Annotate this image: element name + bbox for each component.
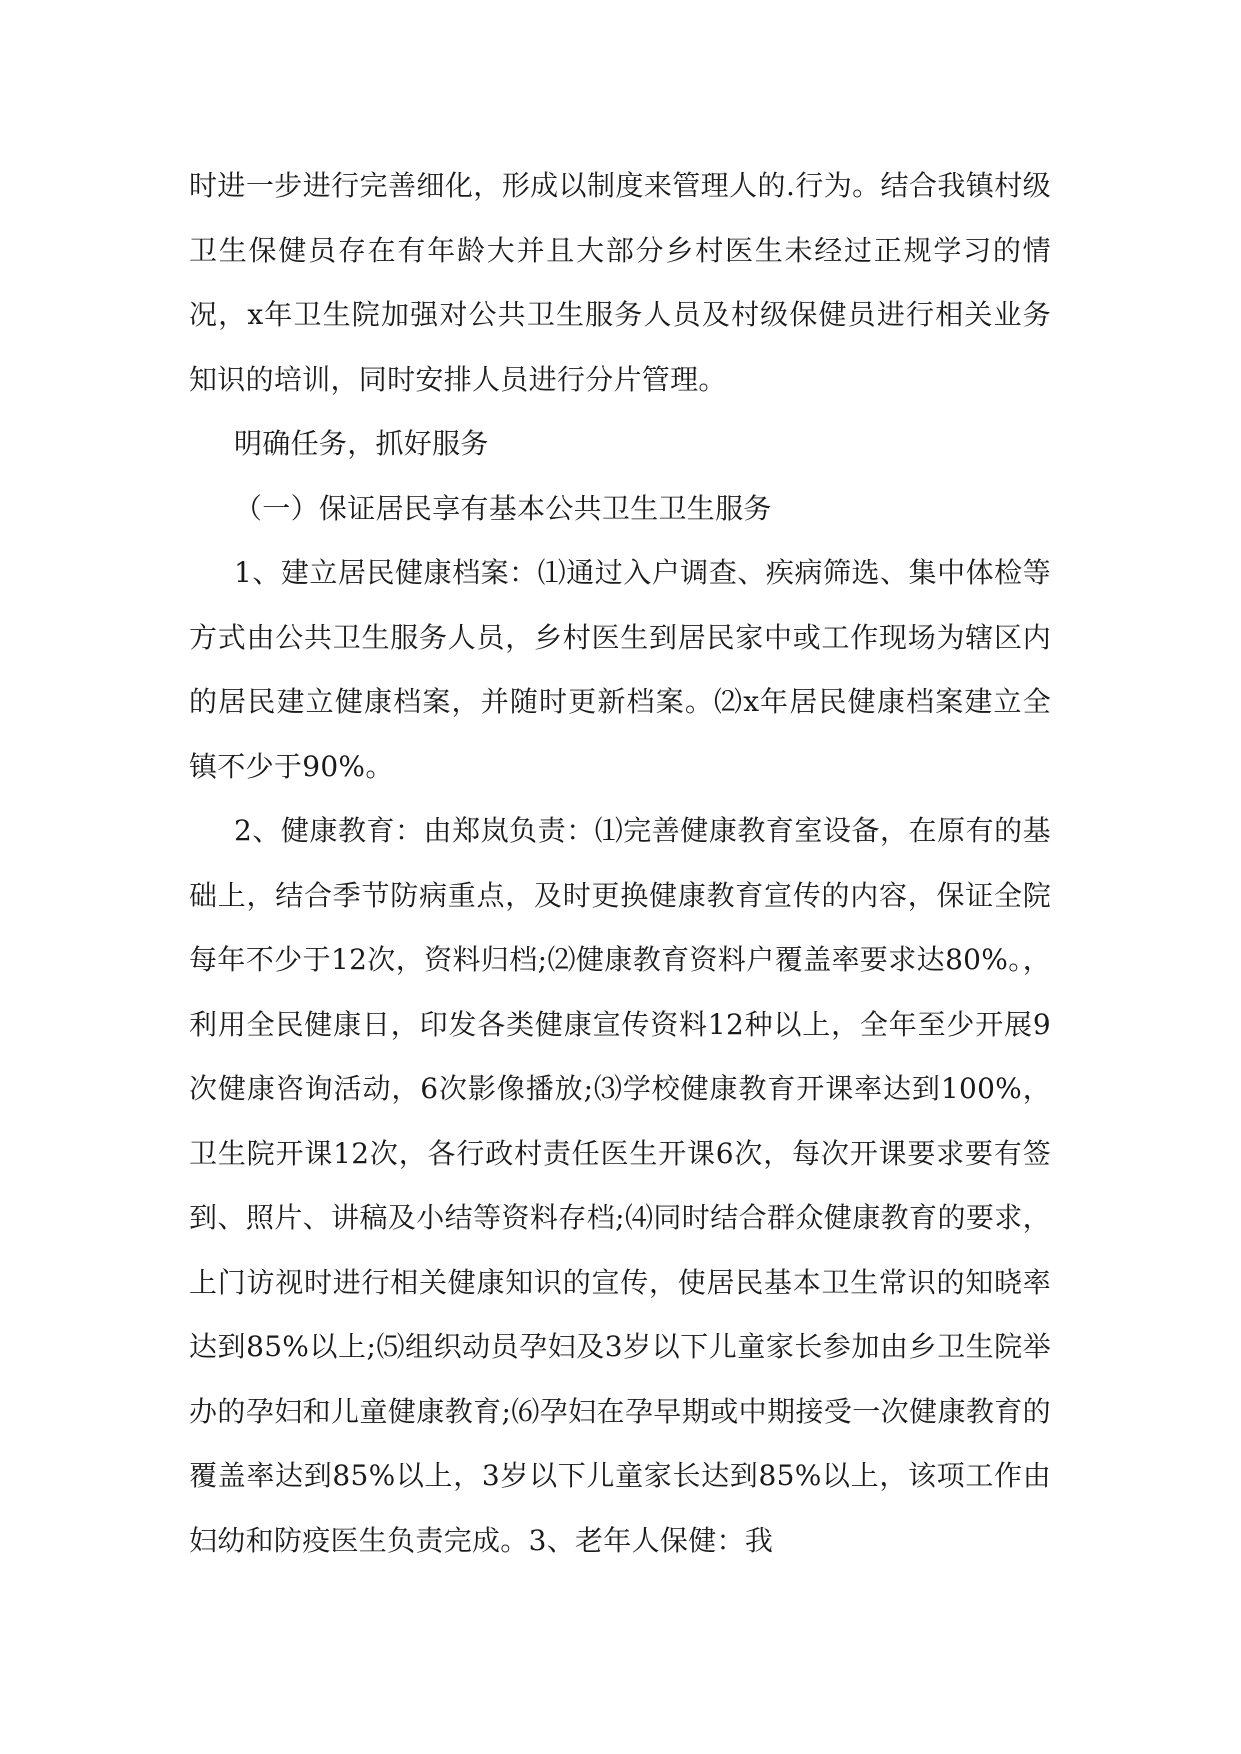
paragraph-health-education: 2、健康教育：由郑岚负责：⑴完善健康教育室设备，在原有的基础上，结合季节防病重点，及时更换健康教育宣传的内容，保证全院每年不少于12次，资料归档;⑵健康教育资料户覆盖率要求达80%。，利用全民健康日，印发各类健康宣传资料12种以上，全年至少开展9次健康咨询活动，6次影像播放;⑶学校健康教育开课率达到100%，卫生院开课12次，各行政村责任医生开课6次，每次开课要求要有签到、照片、讲稿及小结等资料存档;⑷同时结合群众健康教育的要求，上门访视时进行相关健康知识的宣传，使居民基本卫生常识的知晓率达到85%以上;⑸组织动员孕妇及3岁以下儿童家长参加由乡卫生院举办的孕妇和儿童健康教育;⑹孕妇在孕早期或中期接受一次健康教育的覆盖率达到85%以上，3岁以下儿童家长达到85%以上，该项工作由妇幼和防疫医生负责完成。3、老年人保健：我	[189, 814, 1051, 1557]
section-heading: 明确任务，抓好服务	[234, 427, 489, 460]
document-body	[189, 154, 1051, 1573]
paragraph-health-records: 1、建立居民健康档案：⑴通过入户调查、疾病筛选、集中体检等方式由公共卫生服务人员，乡村医生到居民家中或工作现场为辖区内的居民建立健康档案，并随时更新档案。⑵x年居民健康档案建立全镇不少于90%。	[189, 556, 1051, 783]
paragraph-continuation: 时进一步进行完善细化，形成以制度来管理人的.行为。结合我镇村级卫生保健员存在有年龄大并且大部分乡村医生未经过正规学习的情况，x年卫生院加强对公共卫生服务人员及村级保健员进行相关业务知识的培训，同时安排人员进行分片管理。	[189, 169, 1051, 396]
subsection-heading: （一）保证居民享有基本公共卫生卫生服务	[234, 491, 772, 525]
